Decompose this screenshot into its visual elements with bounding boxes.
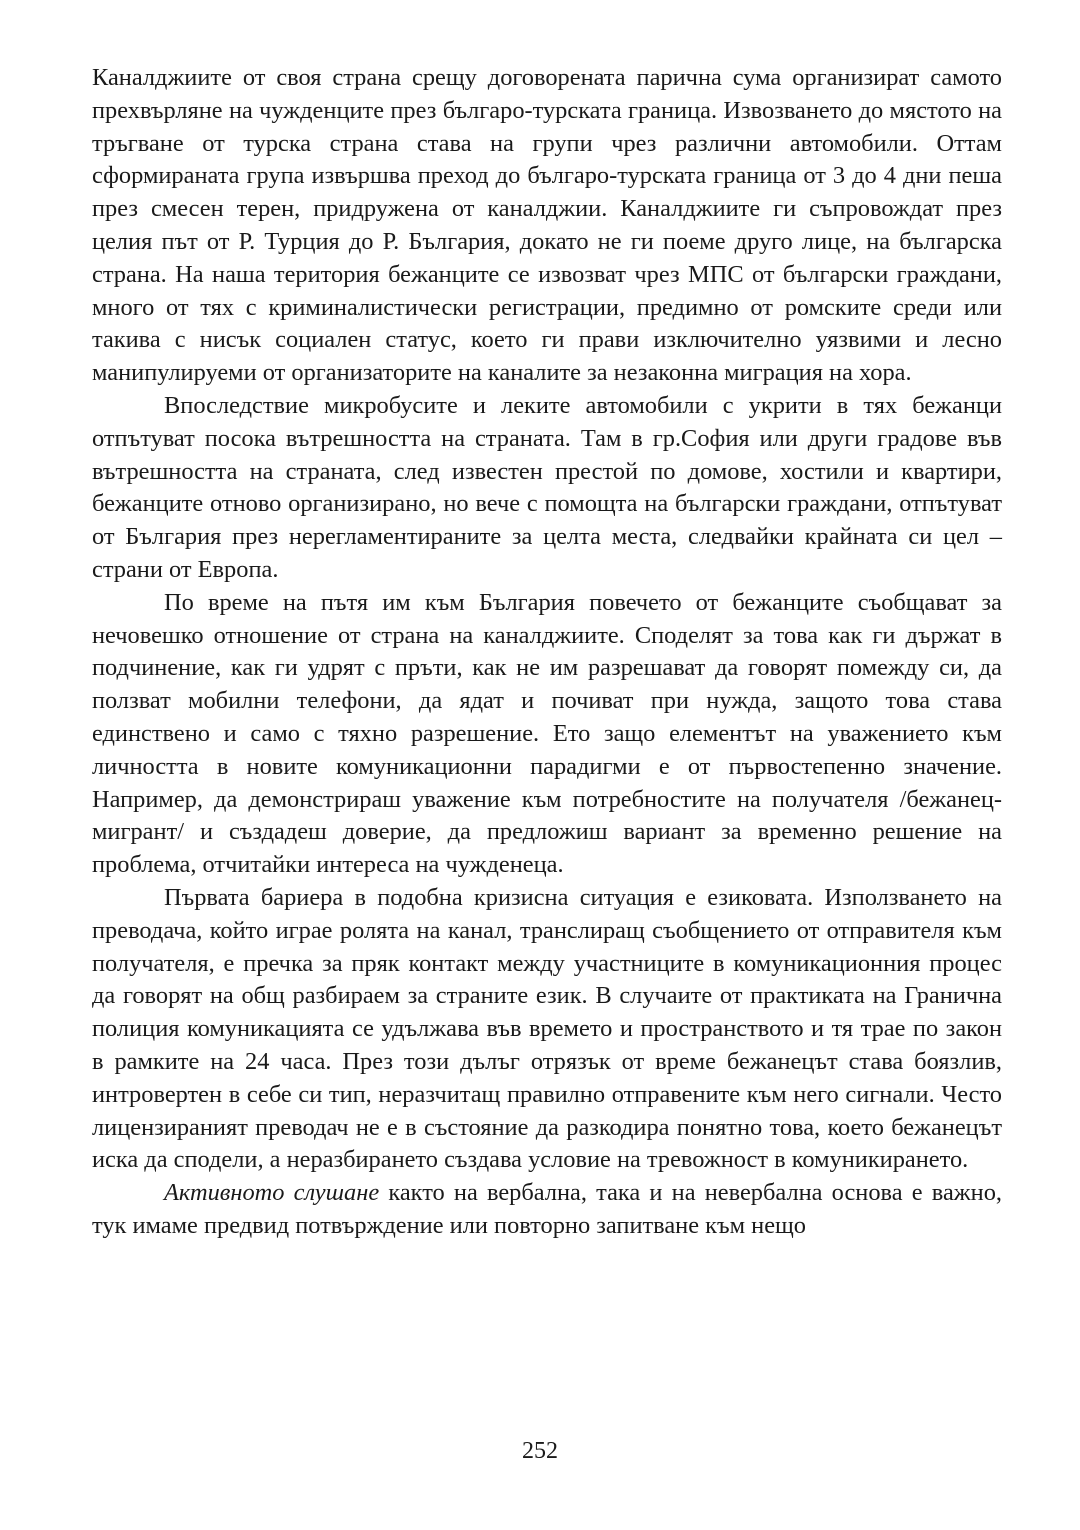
active-listening-text: както на вербална, така и на невербална основа е важно, тук имаме предвид потвърждение или повторно запитване към нещо: [92, 1179, 1002, 1239]
page-body: [92, 62, 1002, 1243]
paragraph-transport: Впоследствие микробусите и леките автомобили с укрити в тях бежанци отпътуват посока вътрешността на страната. Там в гр.София или други градове във вътрешността на страната, след известен престой по домове, хостили и квартири, бежанците отново организирано, но вече с помощта на български граждани, отпътуват от България през нерегламентираните за целта места, следвайки крайната си цел – страни от Европа.: [92, 391, 1002, 583]
paragraph-smugglers: Каналджиите от своя страна срещу договорената парична сума организират самото прехвърляне на чужденците през българо-турската граница. Извозването до мястото на тръгване от турска страна става на групи чрез различни автомобили. Оттам сформираната група извършва преход до българо-турската граница от 3 до 4 дни пеша през смесен терен, придружена от каналджии. Каналджиите ги съпровождат през целия път от Р. Турция до Р. България, докато не ги поеме друго лице, на българска страна. На наша територия бежанците се извозват чрез МПС от български граждани, много от тях с криминалистически регистрации, предимно от ромските среди или такива с нисък социален статус, което ги прави изключително уязвими и лесно манипулируеми от организаторите на каналите за незаконна миграция на хора.: [92, 64, 1002, 387]
paragraph-active-listening: [92, 1177, 1002, 1243]
page-number: 252: [522, 1438, 558, 1464]
paragraph-treatment: По време на пътя им към България повечето от бежанците съобщават за нечовешко отношение от страна на каналджиите. Споделят за това как ги държат в подчинение, как ги удрят с пръти, как не им разрешават да говорят помежду си, да ползват мобилни телефони, да ядат и почиват при нужда, защото това става единствено и само с тяхно разрешение. Ето защо елементът на уважението към личността в новите комуникационни парадигми е от първостепенно значение. Например, да демонстрираш уважение към потребностите на получателя /бежанец-мигрант/ и създадеш доверие, да предложиш вариант за временно решение на проблема, отчитайки интереса на чужденеца.: [92, 588, 1002, 879]
active-listening-term: Активното слушане: [164, 1179, 380, 1207]
paragraph-language-barrier: Първата бариера в подобна кризисна ситуация е езиковата. Използването на преводача, който играе ролята на канал, транслиращ съобщението от отправителя към получателя, е пречка за пряк контакт между участниците в комуникационния процес да говорят на общ разбираем за страните език. В случаите от практиката на Гранична полиция комуникацията се удължава във времето и пространството и тя трае по закон в рамките на 24 часа. През този дълъг отрязък от време бежанецът става боязлив, интровертен в себе си тип, неразчитащ правилно отправените към него сигнали. Често лицензираният преводач не е в състояние да разкодира понятно това, което бежанецът иска да сподели, а неразбирането създава условие на тревожност в комуникирането.: [92, 883, 1002, 1174]
